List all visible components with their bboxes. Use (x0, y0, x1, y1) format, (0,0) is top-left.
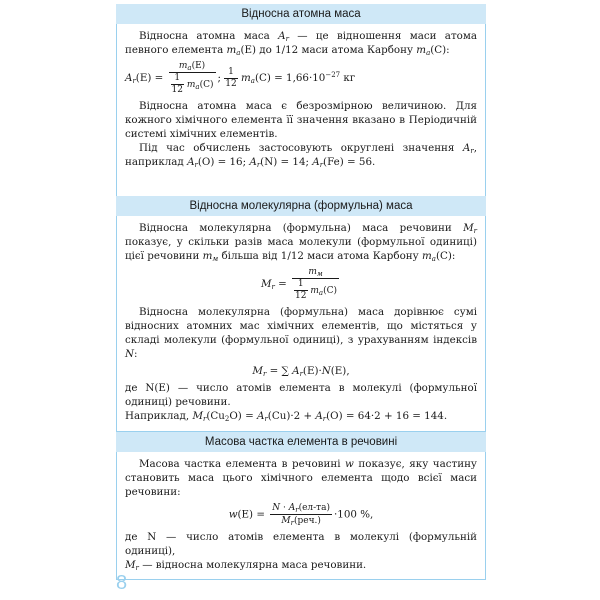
definition-paragraph: Відносна атомна маса $A_r$ — це відношення маси атома певного елемента $m_a(E)$ до 1/12 маси атома Карбону $m_a(C)$: (125, 30, 477, 57)
section-body (116, 452, 486, 580)
example-paragraph: Наприклад, $M_r(Cu_2O) = A_r(Cu)\cdot 2 + A_r(O) = 64\cdot 2 + 16 = 144$. (125, 410, 448, 423)
note-paragraph-2: $M_r$ — відносна молекулярна маса речовини. (125, 559, 367, 572)
sum-formula: $M_r$ = ∑ $A_r(E)\cdot N(E)$, (252, 365, 350, 378)
section-atomic-mass (116, 4, 486, 198)
mass-fraction-formula: w(E) = $\frac{N \cdot A_r(ел-та)}{M_r(реч.)}$ ·100 %, (228, 503, 374, 527)
page-number: 8 (116, 572, 128, 594)
atomic-mass-formula: $A_r(E)$ = $m_a(E)$ $\frac{1}{12}$ $m_a(C)$ ; $\frac{1}{12}$ $m_a(C) = 1,66\cdot 10^{-27}$ кг (125, 61, 356, 95)
section-header: Масова частка елемента в речовині (116, 432, 486, 452)
definition-paragraph: Відносна молекулярна (формульна) маса речовини $M_r$ показує, у скільки разів маса молекули (формульної одиниці) цієї речовини $m_м$ більша від 1/12 маси атома Карбону $m_a(C)$: (125, 222, 477, 263)
molecular-mass-formula: $M_r$ = $m_м$ $\frac{1}{12}$ $m_a(C)$ (260, 267, 338, 301)
sum-paragraph: Відносна молекулярна (формульна) маса дорівнює сумі відносних атомних мас хімічних елементів, що містяться у складі молекули (формульної одиниці), з урахуванням індексів N: (125, 306, 477, 360)
section-body (116, 24, 486, 198)
definition-paragraph: Масова частка елемента в речовині w показує, яку частину становить маса цього хімічного елемента щодо всієї маси речовини: (125, 458, 477, 498)
section-body (116, 216, 486, 432)
section-mass-fraction (116, 432, 486, 580)
note-paragraph: де N — число атомів елемента в молекулі (формульній одиниці), (125, 531, 477, 557)
dimensionless-paragraph: Відносна атомна маса є безрозмірною величиною. Для кожного хімічного елемента її значення вказано в Періодичній системі хімічних елементів. (125, 100, 477, 140)
section-header: Відносна атомна маса (116, 4, 486, 24)
section-header: Відносна молекулярна (формульна) маса (116, 196, 486, 216)
rounding-paragraph: Під час обчислень застосовують округлені значення $A_r$, наприклад $A_r(O) = 16$; $A_r(N) = 14$; $A_r(Fe) = 56$. (125, 142, 477, 169)
section-molecular-mass (116, 196, 486, 432)
note-paragraph: де N(E) — число атомів елемента в молекулі (формульної одиниці) речовини. (125, 382, 477, 408)
